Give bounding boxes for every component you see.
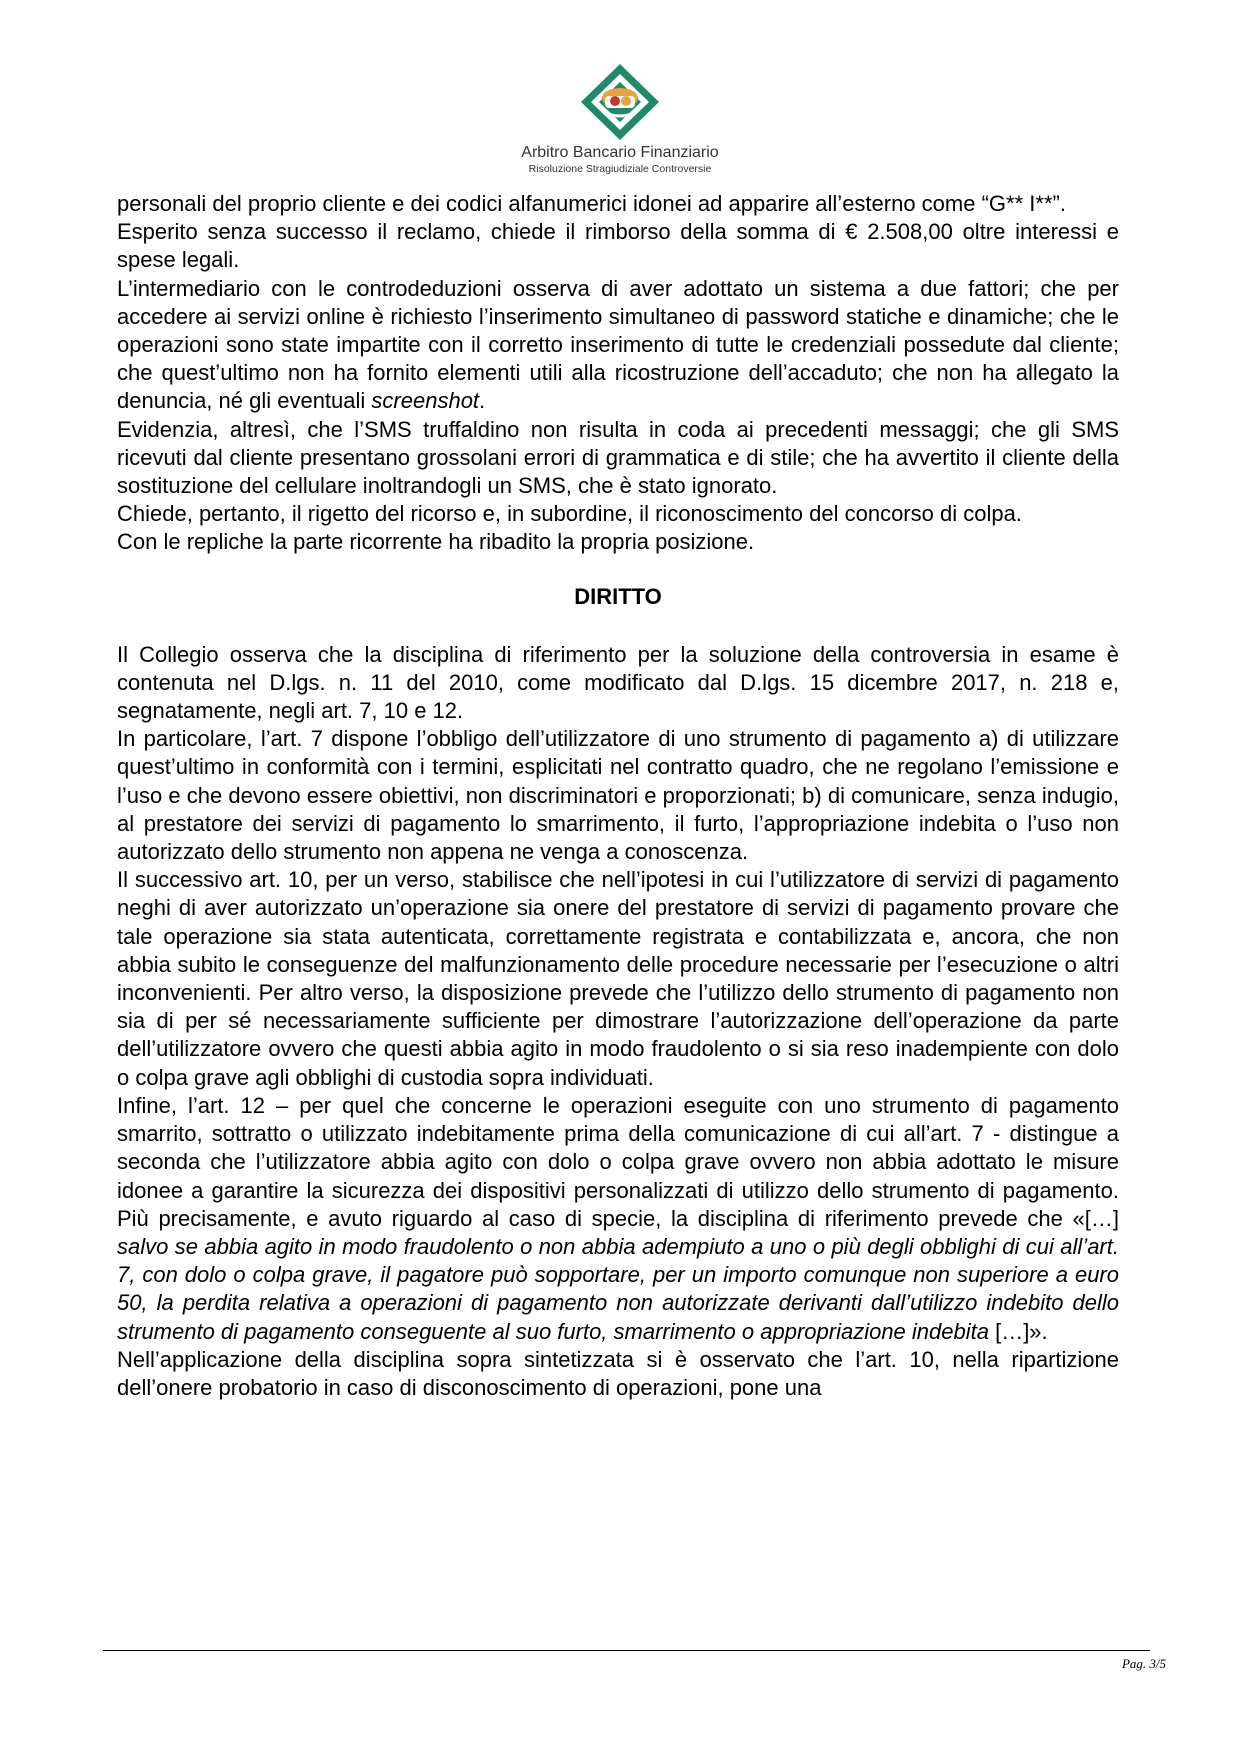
- paragraph: personali del proprio cliente e dei codici alfanumerici idonei ad apparire all’esterno come “G** I**”.: [117, 191, 1066, 216]
- paragraph: Esperito senza successo il reclamo, chiede il rimborso della somma di € 2.508,00 oltre interessi e spese legali.: [117, 219, 1119, 273]
- abf-emblem-icon: [575, 60, 665, 142]
- paragraph: In particolare, l’art. 7 dispone l’obbligo dell’utilizzatore di uno strumento di pagamento a) di utilizzare quest’ultimo in conformità con i termini, esplicitati nel contratto quadro, che ne regolano l’emissione e l’uso e che devono essere obiettivi, non discriminatori e proporzionati; b) di comunicare, senza indugio, al prestatore dei servizi di pagamento lo smarrimento, il furto, l’appropriazione indebita o l’uso non autorizzato dello strumento non appena ne venga a conoscenza.: [117, 726, 1119, 865]
- paragraph: Evidenzia, altresì, che l’SMS truffaldino non risulta in coda ai precedenti messaggi; che gli SMS ricevuti dal cliente presentano grossolani errori di grammatica e di stile; che ha avvertito il cliente della sostituzione del cellulare inoltrandogli un SMS, che è stato ignorato.: [117, 416, 1119, 499]
- paragraph: Il Collegio osserva che la disciplina di riferimento per la soluzione della controversia in esame è contenuta nel D.lgs. n. 11 del 2010, come modificato dal D.lgs. 15 dicembre 2017, n. 218 e, segnatamente, negli art. 7, 10 e 12.: [117, 641, 1119, 724]
- paragraph: L’intermediario con le controdeduzioni osserva di aver adottato un sistema a due fattori; che per accedere ai servizi online è richiesto l’inserimento simultaneo di password statiche e dinamiche; che le operazioni sono state impartite con il corretto inserimento di tutte le credenziali possedute dal cliente; che quest’ultimo non ha fornito elementi utili alla ricostruzione dell’accaduto; che non ha allegato la denuncia, né gli eventuali screenshot.: [117, 275, 1119, 414]
- paragraph: Infine, l’art. 12 – per quel che concerne le operazioni eseguite con uno strumento di pagamento smarrito, sottratto o utilizzato indebitamente prima della comunicazione di cui all’art. 7 - distingue a seconda che l’utilizzatore abbia agito con dolo o colpa grave ovvero non abbia adottato le misure idonee a garantire la sicurezza dei dispositivi personalizzati di utilizzo dello strumento di pagamento. Più precisamente, e avuto riguardo al caso di specie, la disciplina di riferimento prevede che «[…] salvo se abbia agito in modo fraudolento o non abbia adempiuto a uno o più degli obblighi di cui all’art. 7, con dolo o colpa grave, il pagatore può sopportare, per un importo comunque non superiore a euro 50, la perdita relativa a operazioni di pagamento non autorizzate derivanti dall’utilizzo indebito dello strumento di pagamento conseguente al suo furto, smarrimento o appropriazione indebita […]».: [117, 1092, 1119, 1344]
- abf-logo: [500, 60, 740, 190]
- org-name: Arbitro Bancario Finanziario: [521, 144, 719, 161]
- paragraph: Nell’applicazione della disciplina sopra sintetizzata si è osservato che l’art. 10, nella ripartizione dell’onere probatorio in caso di disconoscimento di operazioni, pone una: [117, 1346, 1119, 1400]
- paragraph: Chiede, pertanto, il rigetto del ricorso e, in subordine, il riconoscimento del concorso di colpa.: [117, 501, 1022, 527]
- document-body: [117, 190, 1119, 1402]
- paragraph: Il successivo art. 10, per un verso, stabilisce che nell’ipotesi in cui l’utilizzatore di servizi di pagamento neghi di aver autorizzato un’operazione sia onere del prestatore di servizi di pagamento provare che tale operazione sia stata autenticata, correttamente registrata e contabilizzata e, ancora, che non abbia subito le conseguenze del malfunzionamento delle procedure necessarie per l’esecuzione o altri inconvenienti. Per altro verso, la disposizione prevede che l’utilizzo dello strumento di pagamento non sia di per sé necessariamente sufficiente per dimostrare l’autorizzazione dell’operazione da parte dell’utilizzatore ovvero che questi abbia agito in modo fraudolento o si sia reso inadempiente con dolo o colpa grave agli obblighi di custodia sopra individuati.: [117, 867, 1119, 1090]
- page-number: Pag. 3/5: [1121, 1656, 1166, 1671]
- footer-divider: [103, 1650, 1150, 1651]
- section-heading: DIRITTO: [574, 583, 662, 609]
- org-subtitle: Risoluzione Stragiudiziale Controversie: [528, 163, 712, 175]
- paragraph: Con le repliche la parte ricorrente ha ribadito la propria posizione.: [117, 529, 755, 555]
